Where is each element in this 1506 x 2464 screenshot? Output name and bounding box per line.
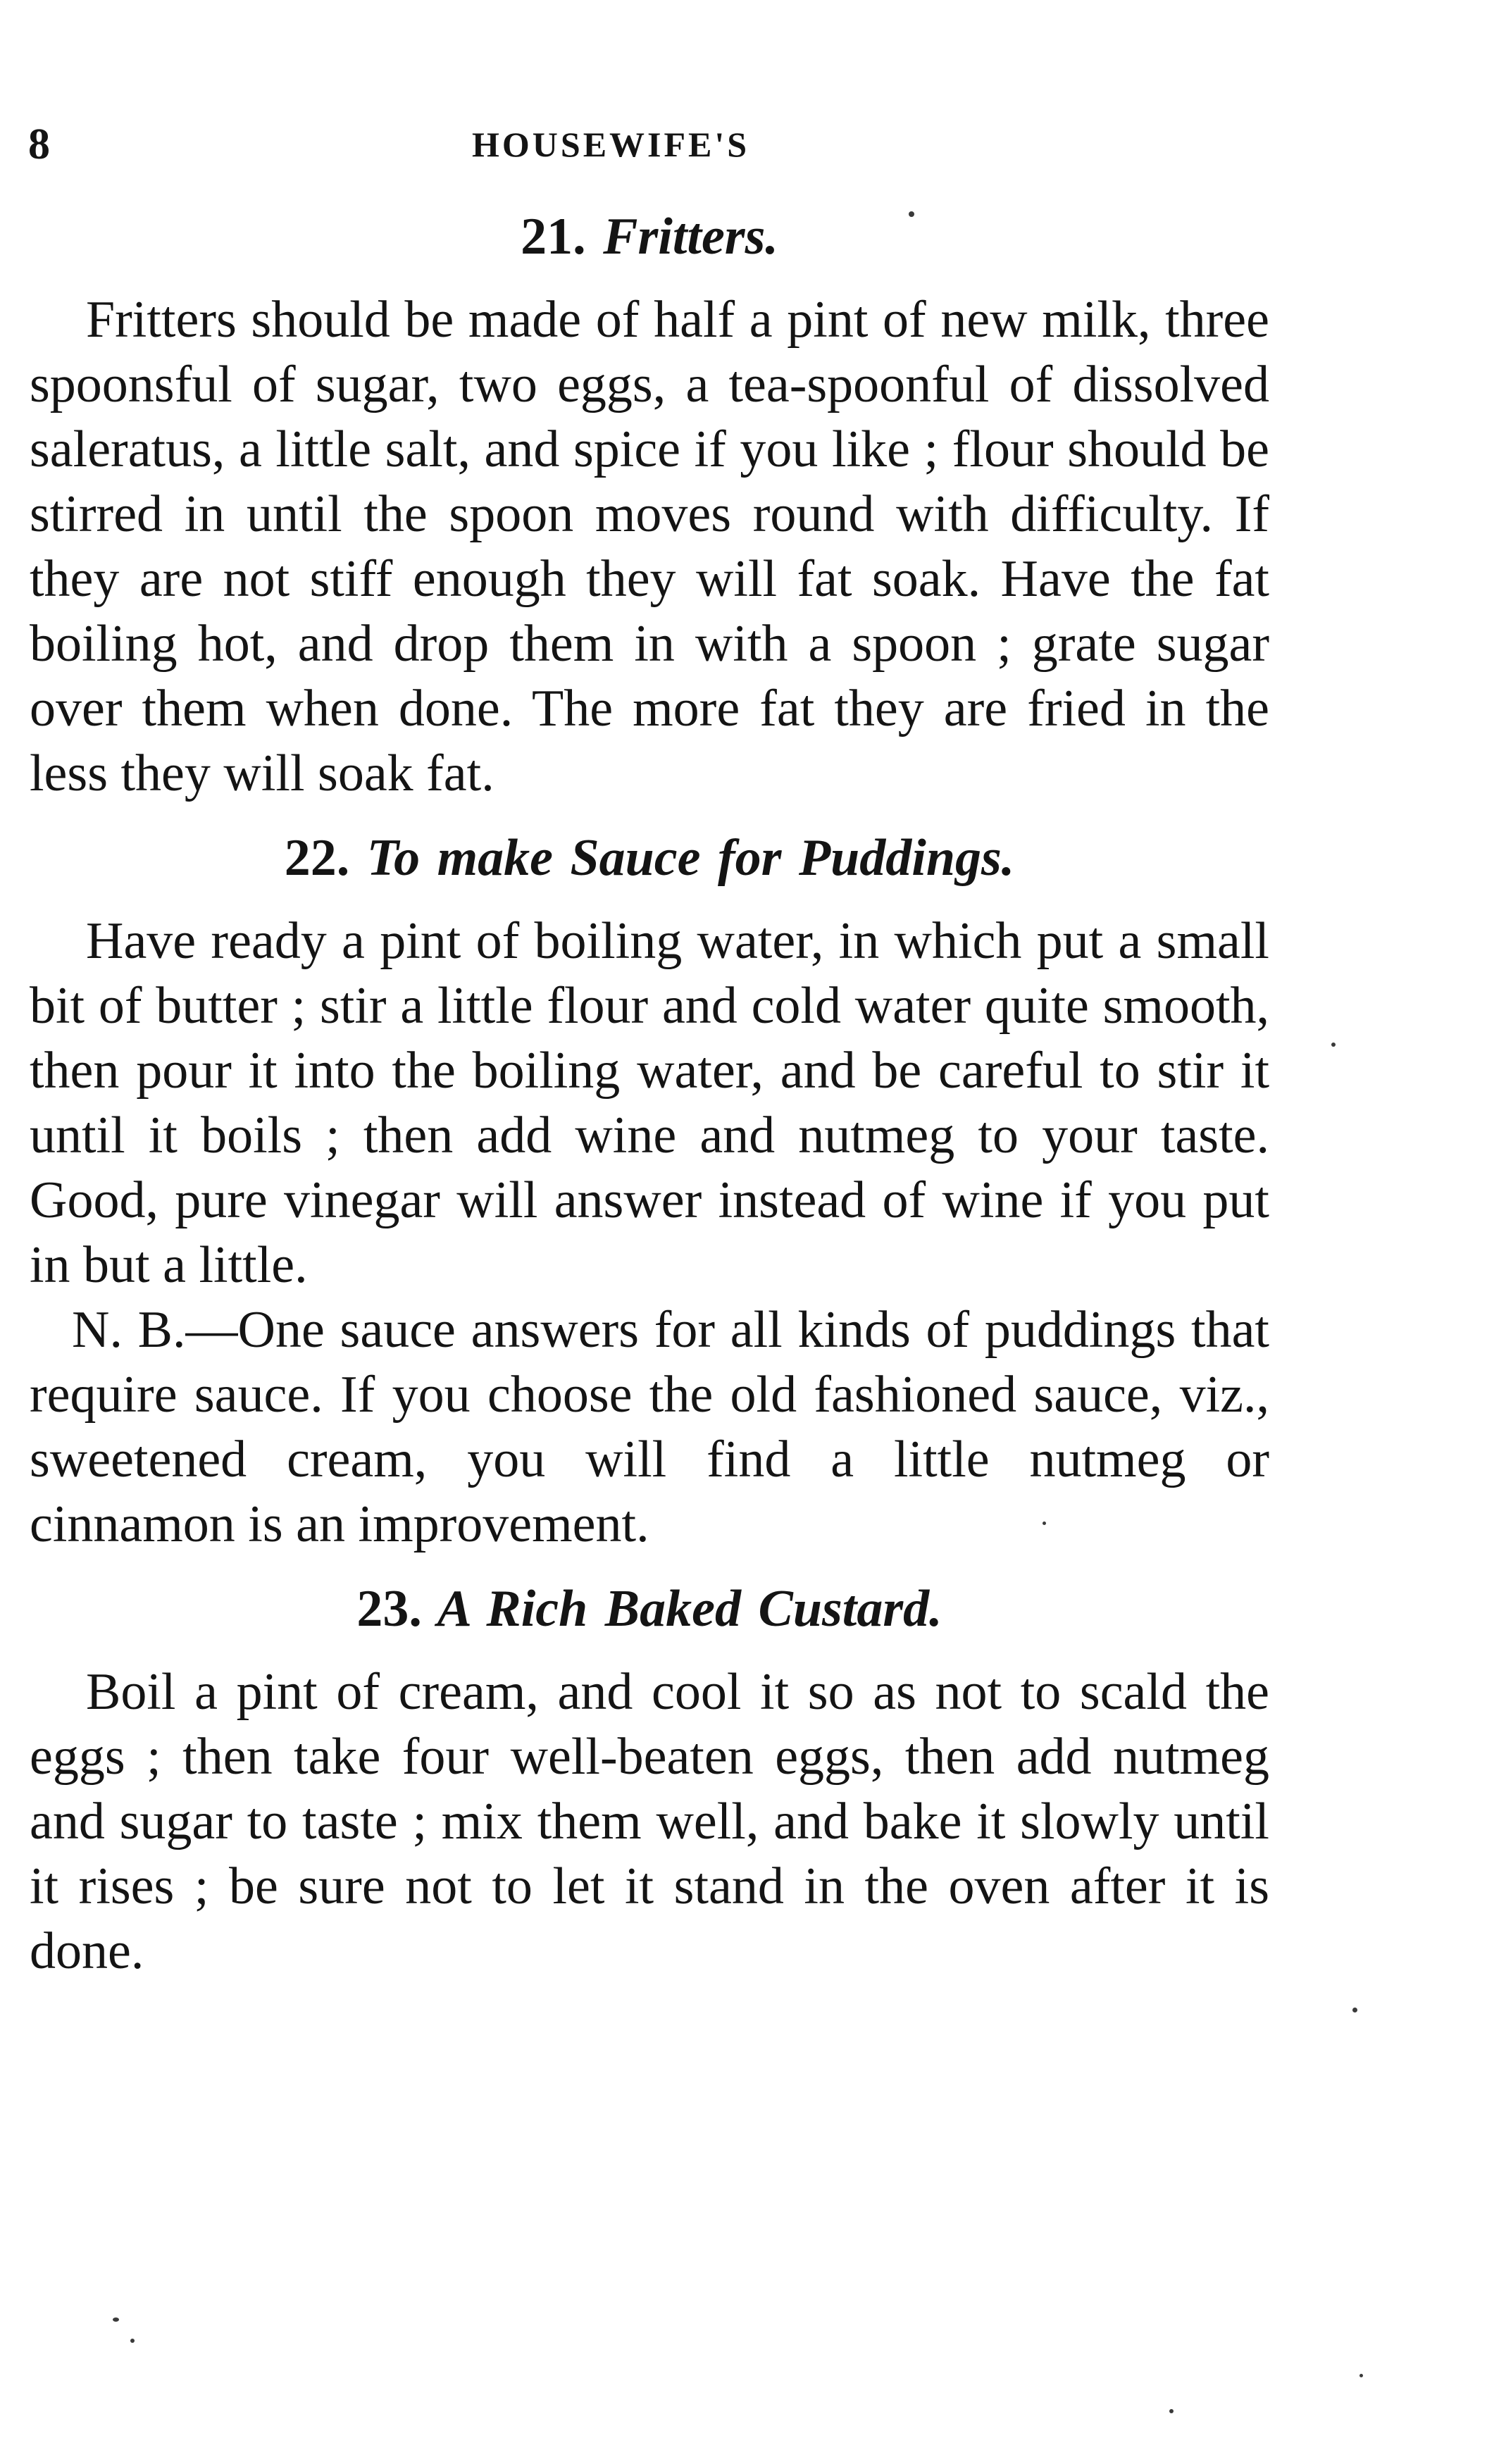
- recipe-heading: [30, 826, 1269, 890]
- recipe-title: Fritters.: [603, 208, 778, 266]
- running-head: [28, 113, 1296, 176]
- print-speck: [130, 2339, 135, 2343]
- recipe-23: [30, 1576, 1269, 1984]
- recipe-22: [30, 826, 1269, 1557]
- recipe-heading: [30, 1576, 1269, 1641]
- print-speck: [1331, 1043, 1336, 1047]
- recipe-title: To make Sauce for Puddings.: [366, 829, 1015, 887]
- recipe-21: [30, 204, 1269, 806]
- recipe-number: 22.: [284, 829, 350, 887]
- running-title: HOUSEWIFE'S: [472, 125, 750, 164]
- recipe-heading: [30, 204, 1269, 269]
- recipe-paragraph: Boil a pint of cream, and cool it so as not to scald the eggs ; then take four well-beaten eggs, then add nutmeg and sugar to taste ; mix them well, and bake it slowly until it rises ; be sure not to let it stand in the oven after it is done.: [30, 1663, 1269, 1980]
- print-speck: [1043, 1522, 1046, 1525]
- page-number: 8: [28, 120, 50, 168]
- print-speck: [909, 211, 914, 217]
- recipe-note: N. B.—One sauce answers for all kinds of puddings that require sauce. If you choose the old fashioned sauce, viz., sweetened cream, you will find a little nutmeg or cinnamon is an improvement.: [30, 1301, 1269, 1553]
- page-body: [30, 204, 1269, 1984]
- print-speck: [1359, 2374, 1363, 2377]
- recipe-title: A Rich Baked Custard.: [437, 1580, 942, 1638]
- recipe-number: 21.: [521, 208, 586, 266]
- print-speck: [1169, 2409, 1174, 2413]
- recipe-paragraph: Fritters should be made of half a pint of new milk, three spoonsful of sugar, two eggs, a tea-spoonful of dissolved saleratus, a little salt, and spice if you like ; flour should be stirred in until the spoon moves round with difficulty. If they are not stiff enough they will fat soak. Have the fat boiling hot, and drop them in with a spoon ; grate sugar over them when done. The more fat they are fried in the less they will soak fat.: [30, 291, 1269, 802]
- print-speck: [113, 2317, 119, 2322]
- recipe-number: 23.: [356, 1580, 422, 1638]
- print-speck: [1352, 2008, 1357, 2012]
- recipe-paragraph: Have ready a pint of boiling water, in which put a small bit of butter ; stir a little flour and cold water quite smooth, then pour it into the boiling water, and be careful to stir it until it boils ; then add wine and nutmeg to your taste. Good, pure vinegar will answer instead of wine if you put in but a little.: [30, 912, 1269, 1294]
